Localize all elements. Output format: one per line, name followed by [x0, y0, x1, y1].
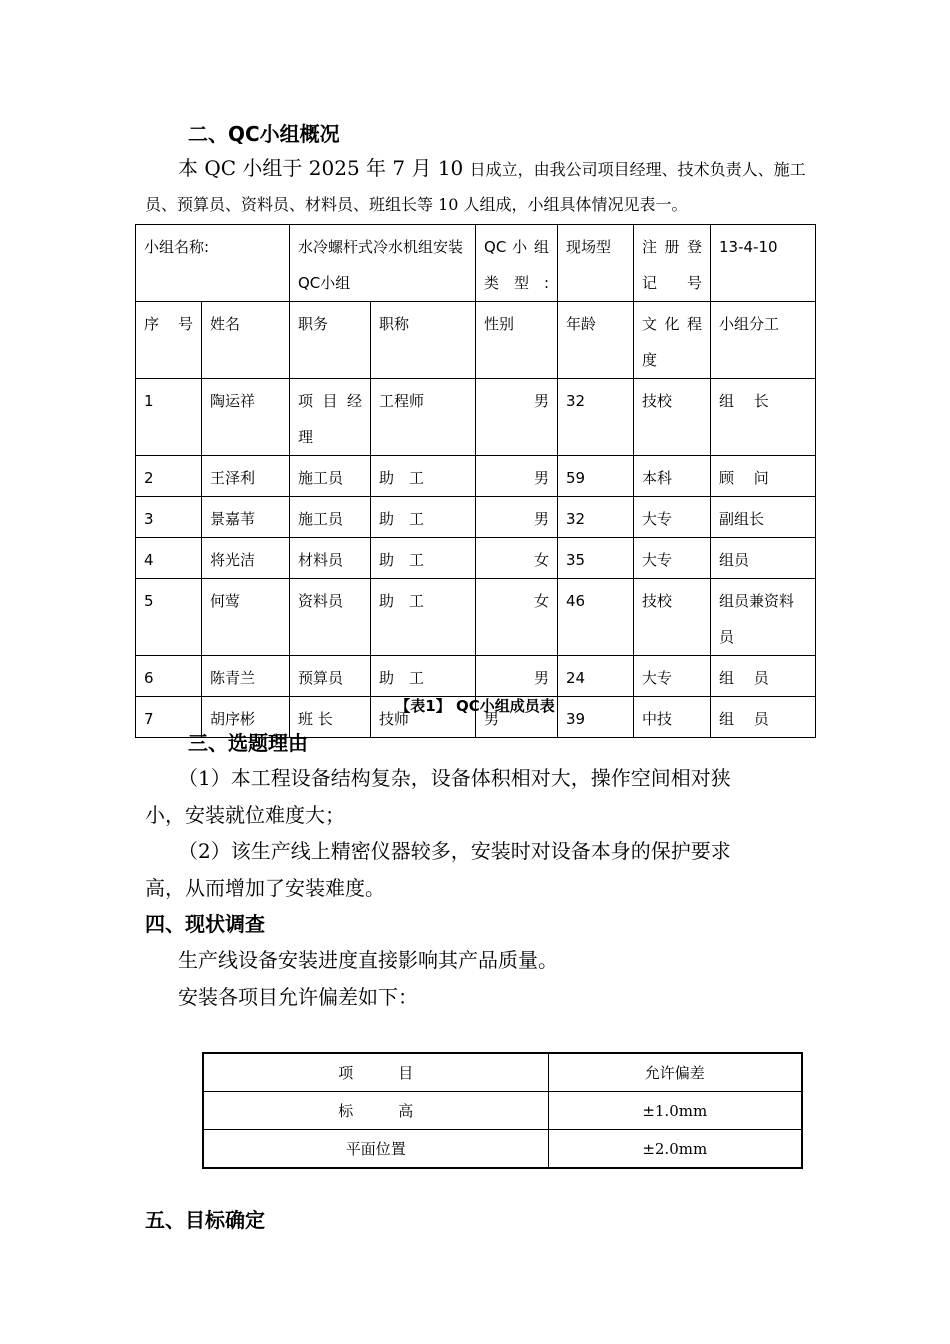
cell-title: 助 工 [371, 538, 476, 579]
cell-age: 32 [558, 497, 634, 538]
survey-line-1: 生产线设备安装进度直接影响其产品质量。 [178, 948, 558, 972]
cell-title: 助 工 [371, 456, 476, 497]
cell-role: 组 长 [711, 379, 816, 456]
cell-role: 顾 问 [711, 456, 816, 497]
cell-education: 本科 [634, 456, 711, 497]
cell-duty: 资料员 [290, 579, 371, 656]
cell-no: 5 [136, 579, 202, 656]
cell-name: 陈青兰 [202, 656, 290, 697]
cell-item: 标 高 [203, 1092, 548, 1130]
reason-2-line-1: （2）该生产线上精密仪器较多，安装时对设备本身的保护要求 [178, 839, 731, 863]
table-row [136, 379, 816, 456]
section-5-title: 五、目标确定 [145, 1208, 265, 1232]
table-row [136, 538, 816, 579]
group-name-value: 水冷螺杆式冷水机组安装QC小组 [290, 225, 476, 302]
paragraph-part-small: 日成立，由我公司项目经理、技术负责人、施工 [469, 160, 806, 179]
cell-sex: 女 [476, 538, 558, 579]
cell-name: 王泽利 [202, 456, 290, 497]
cell-role: 组员 [711, 538, 816, 579]
table-row [203, 1092, 802, 1130]
table-header-row [136, 302, 816, 379]
table-header-row [203, 1053, 802, 1092]
header-cell: 姓名 [202, 302, 290, 379]
cell-education: 大专 [634, 497, 711, 538]
tolerance-table [202, 1052, 803, 1169]
cell-sex: 男 [476, 497, 558, 538]
cell-role: 副组长 [711, 497, 816, 538]
cell-title: 助 工 [371, 656, 476, 697]
cell-age: 24 [558, 656, 634, 697]
reason-1-line-1: （1）本工程设备结构复杂，设备体积相对大，操作空间相对狭 [178, 766, 731, 790]
header-cell: 职务 [290, 302, 371, 379]
cell-role: 组员兼资料员 [711, 579, 816, 656]
header-cell: 序 号 [136, 302, 202, 379]
section-4-title: 四、现状调查 [145, 912, 265, 936]
cell-age: 59 [558, 456, 634, 497]
table-row [136, 656, 816, 697]
header-cell: 年龄 [558, 302, 634, 379]
header-cell: 职称 [371, 302, 476, 379]
cell-title: 工程师 [371, 379, 476, 456]
cell-name: 景嘉苇 [202, 497, 290, 538]
table-row [136, 497, 816, 538]
cell-no: 3 [136, 497, 202, 538]
header-cell: 性别 [476, 302, 558, 379]
reason-1-line-2: 小，安装就位难度大； [145, 803, 345, 827]
cell-no: 2 [136, 456, 202, 497]
cell-education: 中技 [634, 697, 711, 738]
cell-age: 46 [558, 579, 634, 656]
cell-education: 技校 [634, 579, 711, 656]
cell-sex: 男 [476, 379, 558, 456]
cell-no: 7 [136, 697, 202, 738]
group-type-label: QC 小 组 类型: [476, 225, 558, 302]
cell-title: 助 工 [371, 579, 476, 656]
cell-name: 陶运祥 [202, 379, 290, 456]
cell-no: 4 [136, 538, 202, 579]
cell-tolerance: ±1.0mm [548, 1092, 802, 1130]
registration-label: 注 册 登 记号 [634, 225, 711, 302]
cell-role: 组 员 [711, 697, 816, 738]
cell-sex: 男 [476, 697, 558, 738]
cell-item: 平面位置 [203, 1130, 548, 1169]
header-item: 项 目 [203, 1053, 548, 1092]
table-row [136, 225, 816, 302]
cell-duty: 施工员 [290, 497, 371, 538]
section-2-paragraph-line-2: 员、预算员、资料员、材料员、班组长等 10 人组成，小组具体情况见表一。 [145, 195, 688, 214]
cell-sex: 男 [476, 456, 558, 497]
cell-no: 6 [136, 656, 202, 697]
group-type-value: 现场型 [558, 225, 634, 302]
survey-line-2: 安装各项目允许偏差如下： [178, 985, 418, 1009]
cell-no: 1 [136, 379, 202, 456]
registration-value: 13-4-10 [711, 225, 816, 302]
cell-title: 助 工 [371, 497, 476, 538]
paragraph-part-large: 本 QC 小组于 2025 年 7 月 10 [178, 156, 470, 180]
group-name-label: 小组名称: [136, 225, 290, 302]
cell-name: 胡序彬 [202, 697, 290, 738]
cell-education: 技校 [634, 379, 711, 456]
cell-age: 35 [558, 538, 634, 579]
cell-sex: 女 [476, 579, 558, 656]
cell-sex: 男 [476, 656, 558, 697]
header-cell: 小组分工 [711, 302, 816, 379]
cell-tolerance: ±2.0mm [548, 1130, 802, 1169]
table-row [136, 456, 816, 497]
header-tolerance: 允许偏差 [548, 1053, 802, 1092]
section-3-title: 三、选题理由 [188, 731, 308, 755]
table-caption: 【表1】 QC小组成员表 [395, 697, 555, 715]
qc-member-table [135, 224, 816, 738]
cell-name: 何莺 [202, 579, 290, 656]
section-2-paragraph-line-1 [178, 152, 806, 181]
table-row [136, 579, 816, 656]
cell-duty: 材料员 [290, 538, 371, 579]
cell-duty: 项 目 经 理 [290, 379, 371, 456]
cell-age: 32 [558, 379, 634, 456]
reason-2-line-2: 高，从而增加了安装难度。 [145, 876, 385, 900]
cell-age: 39 [558, 697, 634, 738]
cell-role: 组 员 [711, 656, 816, 697]
cell-duty: 施工员 [290, 456, 371, 497]
cell-title: 技师 [371, 697, 476, 738]
section-2-title: 二、QC小组概况 [188, 122, 340, 146]
header-cell: 文 化 程 度 [634, 302, 711, 379]
cell-education: 大专 [634, 656, 711, 697]
table-row [203, 1130, 802, 1169]
cell-duty: 预算员 [290, 656, 371, 697]
cell-name: 将光洁 [202, 538, 290, 579]
cell-duty: 班 长 [290, 697, 371, 738]
cell-education: 大专 [634, 538, 711, 579]
